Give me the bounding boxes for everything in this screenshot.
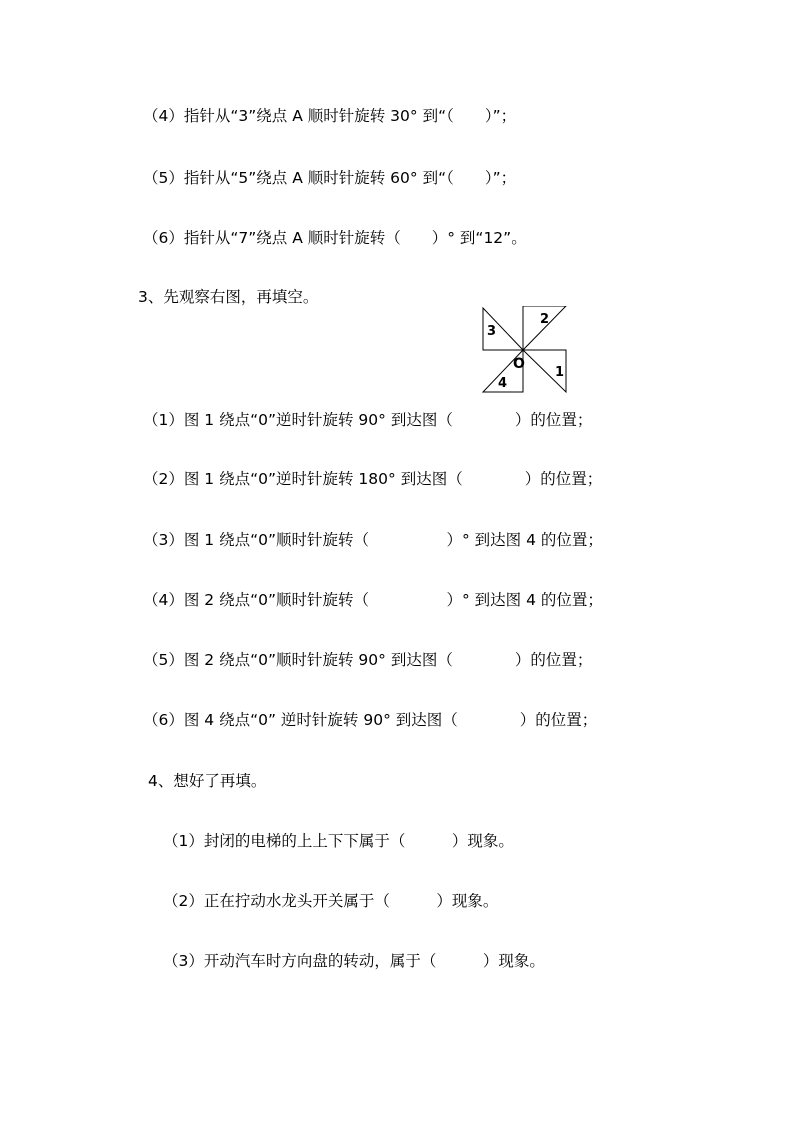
q3-item-6: （6）图 4 绕点“0” 逆时针旋转 90° 到达图（ ）的位置； [143,711,598,729]
q4-item-1: （1）封闭的电梯的上上下下属于（ ）现象。 [163,832,514,850]
piece-label-4: 4 [498,376,508,391]
q3-item-4: （4）图 2 绕点“0”顺时针旋转（ ）° 到达图 4 的位置； [143,591,603,609]
center-label-o: O [513,356,525,372]
q3-item-5: （5）图 2 绕点“0”顺时针旋转 90° 到达图（ ）的位置； [143,651,593,669]
q3-item-2: （2）图 1 绕点“0”逆时针旋转 180° 到达图（ ）的位置； [143,470,603,488]
q3-title: 3、先观察右图，再填空。 [138,288,319,306]
q2-item-5: （5）指针从“5”绕点 A 顺时针旋转 60° 到“（ ）”； [143,169,517,187]
q3-item-1: （1）图 1 绕点“0”逆时针旋转 90° 到达图（ ）的位置； [143,411,593,429]
piece-label-1: 1 [555,365,565,380]
q2-item-6: （6）指针从“7”绕点 A 顺时针旋转（ ）° 到“12”。 [143,229,527,247]
q2-item-4: （4）指针从“3”绕点 A 顺时针旋转 30° 到“（ ）”； [143,107,517,125]
piece-label-2: 2 [540,312,550,327]
q4-item-3: （3）开动汽车时方向盘的转动，属于（ ）现象。 [163,952,545,970]
q4-item-2: （2）正在拧动水龙头开关属于（ ）现象。 [163,892,499,910]
piece-label-3: 3 [487,324,497,339]
q3-item-3: （3）图 1 绕点“0”顺时针旋转（ ）° 到达图 4 的位置； [143,531,603,549]
pinwheel-figure [480,306,590,396]
q4-title: 4、想好了再填。 [148,772,267,790]
